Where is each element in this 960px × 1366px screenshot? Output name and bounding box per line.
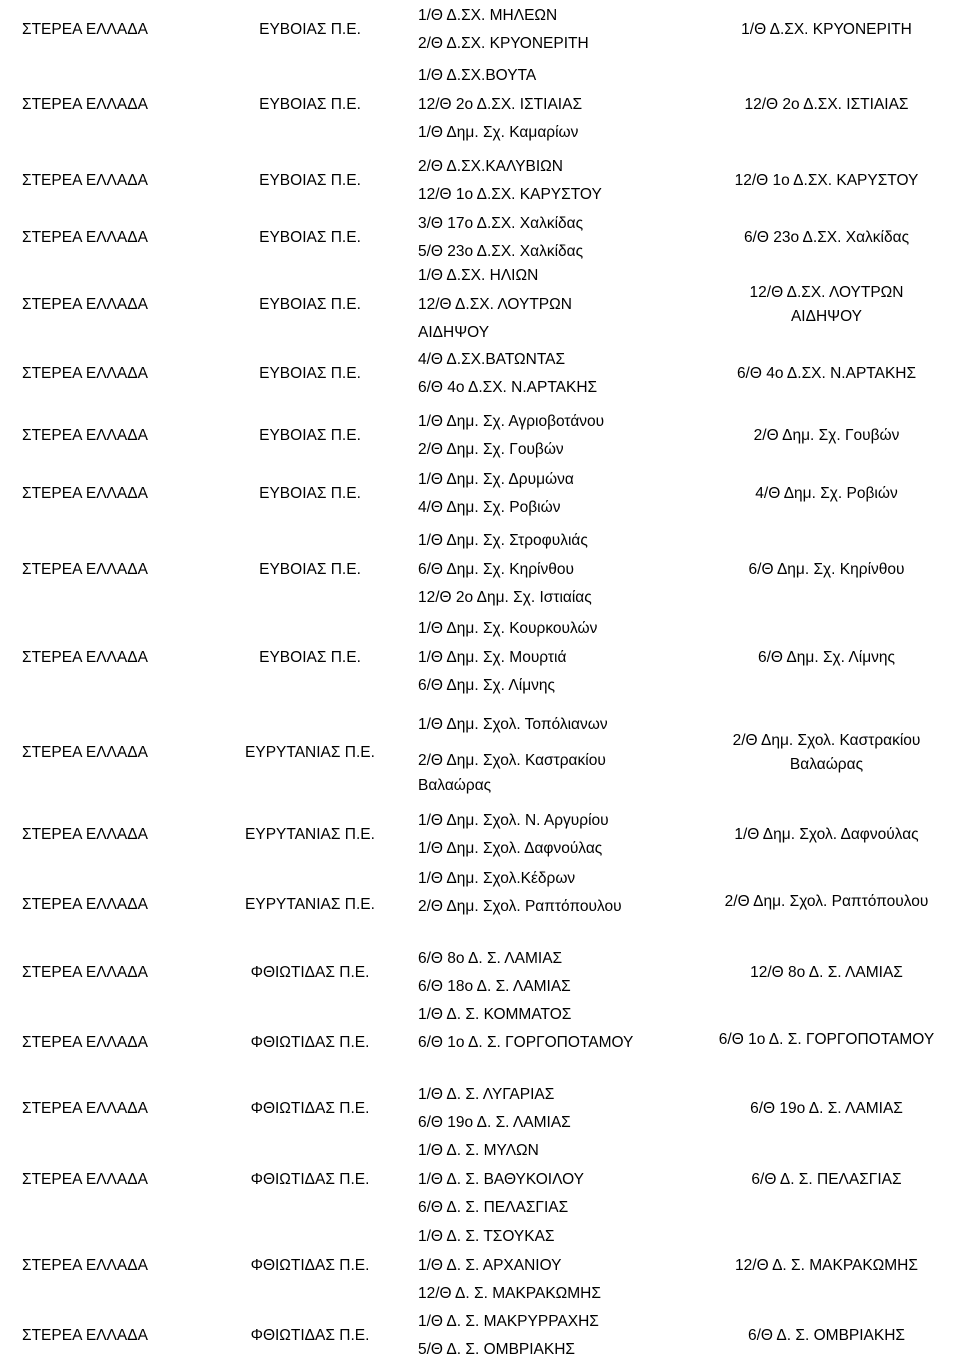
merged-school-name: 12/Θ Δ. Σ. ΜΑΚΡΑΚΩΜΗΣ: [735, 1257, 918, 1274]
region-cell: ΣΤΕΡΕΑ ΕΛΛΑΔΑ: [22, 485, 148, 502]
school-name: 6/Θ Δημ. Σχ. Λίμνης: [418, 677, 555, 695]
school-name: Βαλαώρας: [418, 776, 492, 794]
region-cell: ΣΤΕΡΕΑ ΕΛΛΑΔΑ: [22, 172, 148, 189]
table-row: [0, 0, 960, 60]
table-row: [0, 1306, 960, 1366]
schools-cell: [418, 1000, 693, 1058]
merged-school-cell: [693, 58, 960, 152]
directorate-cell: ΕΥΡΥΤΑΝΙΑΣ Π.Ε.: [245, 896, 375, 913]
merged-school-cell: [693, 151, 960, 211]
region-cell: ΣΤΕΡΕΑ ΕΛΛΑΔΑ: [22, 896, 148, 913]
table-row: [0, 944, 960, 1002]
school-name: 12/Θ 1ο Δ.ΣΧ. ΚΑΡΥΣΤΟΥ: [418, 186, 602, 203]
region-cell: ΣΤΕΡΕΑ ΕΛΛΑΔΑ: [22, 649, 148, 666]
table-row: [0, 806, 960, 864]
merged-school-name: 1/Θ Δ.ΣΧ. ΚΡΥΟΝΕΡΙΤΗ: [741, 21, 912, 38]
school-name: 2/Θ Δημ. Σχ. Γουβών: [418, 441, 564, 458]
table-row: [0, 1000, 960, 1058]
schools-cell: [418, 0, 693, 60]
table-row: [0, 465, 960, 523]
merged-school-cell: [693, 407, 960, 465]
merged-school-cell: [693, 0, 960, 60]
directorate-cell: ΕΥΒΟΙΑΣ Π.Ε.: [259, 229, 361, 246]
table-row: [0, 702, 960, 804]
merged-school-name: 2/Θ Δημ. Σχολ. Καστρακίου: [732, 732, 921, 749]
merged-school-cell: [693, 526, 960, 614]
directorate-cell: ΕΥΒΟΙΑΣ Π.Ε.: [259, 365, 361, 382]
region-cell: ΣΤΕΡΕΑ ΕΛΛΑΔΑ: [22, 1034, 148, 1051]
table-row: [0, 407, 960, 465]
school-name: 6/Θ Δημ. Σχ. Κηρίνθου: [418, 560, 574, 578]
merged-school-name: 2/Θ Δημ. Σχ. Γουβών: [753, 427, 900, 444]
merged-school-name: Βαλαώρας: [789, 756, 864, 773]
region-cell: ΣΤΕΡΕΑ ΕΛΛΑΔΑ: [22, 826, 148, 843]
merged-school-cell: [693, 864, 960, 922]
school-name: 1/Θ Δημ. Σχ. Κουρκουλών: [418, 620, 598, 638]
table-row: [0, 1222, 960, 1310]
schools-cell: [418, 345, 693, 403]
directorate-cell: ΕΥΒΟΙΑΣ Π.Ε.: [259, 485, 361, 502]
school-name: 12/Θ 2ο Δημ. Σχ. Ιστιαίας: [418, 589, 592, 607]
schools-cell: [418, 944, 693, 1002]
region-cell: ΣΤΕΡΕΑ ΕΛΛΑΔΑ: [22, 1257, 148, 1274]
school-name: 6/Θ 1ο Δ. Σ. ΓΟΡΓΟΠΟΤΑΜΟΥ: [418, 1034, 634, 1051]
region-cell: ΣΤΕΡΕΑ ΕΛΛΑΔΑ: [22, 229, 148, 246]
school-name: 1/Θ Δημ. Σχολ. Τοπόλιανων: [418, 715, 608, 733]
merged-school-name: 6/Θ Δ. Σ. ΠΕΛΑΣΓΙΑΣ: [751, 1171, 902, 1188]
schools-cell: [418, 209, 693, 267]
schools-cell: [418, 526, 693, 614]
school-name: 6/Θ 19ο Δ. Σ. ΛΑΜΙΑΣ: [418, 1114, 571, 1131]
directorate-cell: ΕΥΡΥΤΑΝΙΑΣ Π.Ε.: [245, 744, 375, 761]
school-name: 12/Θ Δ. Σ. ΜΑΚΡΑΚΩΜΗΣ: [418, 1285, 601, 1303]
merged-school-name: 12/Θ 1ο Δ.ΣΧ. ΚΑΡΥΣΤΟΥ: [734, 172, 919, 189]
schools-cell: [418, 806, 693, 864]
merged-school-name: 4/Θ Δημ. Σχ. Ροβιών: [755, 485, 898, 502]
school-name: 1/Θ Δημ. Σχ. Στροφυλιάς: [418, 532, 588, 550]
merged-school-cell: [693, 1000, 960, 1058]
merged-school-name: 12/Θ 2ο Δ.ΣΧ. ΙΣΤΙΑΙΑΣ: [744, 96, 909, 113]
school-name: 6/Θ 8ο Δ. Σ. ΛΑΜΙΑΣ: [418, 949, 563, 967]
region-cell: ΣΤΕΡΕΑ ΕΛΛΑΔΑ: [22, 1171, 148, 1188]
merged-school-cell: [693, 1306, 960, 1366]
school-name: 5/Θ Δ. Σ. ΟΜΒΡΙΑΚΗΣ: [418, 1341, 575, 1358]
directorate-cell: ΦΘΙΩΤΙΔΑΣ Π.Ε.: [250, 1171, 370, 1188]
school-name: 1/Θ Δημ. Σχ. Δρυμώνα: [418, 470, 574, 488]
school-name: 1/Θ Δημ. Σχ. Αγριοβοτάνου: [418, 412, 605, 430]
directorate-cell: ΕΥΒΟΙΑΣ Π.Ε.: [259, 96, 361, 113]
school-name: 1/Θ Δημ. Σχολ. Ν. Αργυρίου: [418, 811, 609, 829]
table-row: [0, 526, 960, 614]
school-name: 12/Θ Δ.ΣΧ. ΛΟΥΤΡΩΝ: [418, 295, 572, 313]
merged-school-cell: [693, 1080, 960, 1138]
region-cell: ΣΤΕΡΕΑ ΕΛΛΑΔΑ: [22, 561, 148, 578]
schools-cell: [418, 1222, 693, 1310]
school-name: 12/Θ 2ο Δ.ΣΧ. ΙΣΤΙΑΙΑΣ: [418, 95, 583, 113]
table-row: [0, 864, 960, 922]
school-name: 2/Θ Δημ. Σχολ. Καστρακίου: [418, 752, 606, 769]
table-row: [0, 58, 960, 152]
table-row: [0, 1080, 960, 1138]
merged-school-cell: [693, 265, 960, 345]
school-name: 1/Θ Δ. Σ. ΚΟΜΜΑΤΟΣ: [418, 1005, 572, 1023]
region-cell: ΣΤΕΡΕΑ ΕΛΛΑΔΑ: [22, 427, 148, 444]
merged-school-name: 12/Θ 8ο Δ. Σ. ΛΑΜΙΑΣ: [750, 964, 903, 981]
school-name: 1/Θ Δημ. Σχ. Μουρτιά: [418, 648, 567, 666]
region-cell: ΣΤΕΡΕΑ ΕΛΛΑΔΑ: [22, 1327, 148, 1344]
schools-cell: [418, 1080, 693, 1138]
school-name: 1/Θ Δ.ΣΧ. ΜΗΛΕΩΝ: [418, 6, 558, 24]
region-cell: ΣΤΕΡΕΑ ΕΛΛΑΔΑ: [22, 296, 148, 313]
school-name: ΑΙΔΗΨΟΥ: [418, 324, 490, 342]
schools-cell: [418, 58, 693, 152]
directorate-cell: ΦΘΙΩΤΙΔΑΣ Π.Ε.: [250, 1100, 370, 1117]
merged-school-name: 6/Θ 1ο Δ. Σ. ΓΟΡΓΟΠΟΤΑΜΟΥ: [718, 1031, 935, 1048]
merged-school-name: 6/Θ Δημ. Σχ. Κηρίνθου: [748, 561, 905, 578]
directorate-cell: ΕΥΒΟΙΑΣ Π.Ε.: [259, 561, 361, 578]
region-cell: ΣΤΕΡΕΑ ΕΛΛΑΔΑ: [22, 21, 148, 38]
school-name: 1/Θ Δ.ΣΧ. ΗΛΙΩΝ: [418, 267, 539, 285]
schools-cell: [418, 1136, 693, 1224]
merged-school-cell: [693, 702, 960, 804]
merged-school-name: 6/Θ 4ο Δ.ΣΧ. Ν.ΑΡΤΑΚΗΣ: [736, 365, 917, 382]
school-name: 6/Θ 4ο Δ.ΣΧ. Ν.ΑΡΤΑΚΗΣ: [418, 379, 598, 396]
table-row: [0, 614, 960, 702]
merged-school-name: 6/Θ Δημ. Σχ. Λίμνης: [758, 649, 895, 666]
school-name: 2/Θ Δ.ΣΧ. ΚΡΥΟΝΕΡΙΤΗ: [418, 35, 589, 52]
schools-cell: [418, 614, 693, 702]
merged-school-cell: [693, 1136, 960, 1224]
table-row: [0, 265, 960, 345]
directorate-cell: ΕΥΡΥΤΑΝΙΑΣ Π.Ε.: [245, 826, 375, 843]
schools-cell: [418, 465, 693, 523]
merged-school-name: 12/Θ Δ.ΣΧ. ΛΟΥΤΡΩΝ: [749, 284, 904, 301]
merged-school-name: 6/Θ Δ. Σ. ΟΜΒΡΙΑΚΗΣ: [748, 1327, 905, 1344]
school-name: 1/Θ Δ. Σ. ΛΥΓΑΡΙΑΣ: [418, 1085, 555, 1103]
merged-school-cell: [693, 614, 960, 702]
region-cell: ΣΤΕΡΕΑ ΕΛΛΑΔΑ: [22, 1100, 148, 1117]
school-name: 5/Θ 23ο Δ.ΣΧ. Χαλκίδας: [418, 243, 584, 260]
directorate-cell: ΕΥΒΟΙΑΣ Π.Ε.: [259, 21, 361, 38]
schools-cell: [418, 1306, 693, 1366]
merged-school-name: 2/Θ Δημ. Σχολ. Ραπτόπουλου: [724, 893, 929, 910]
directorate-cell: ΦΘΙΩΤΙΔΑΣ Π.Ε.: [250, 964, 370, 981]
table-row: [0, 1136, 960, 1224]
school-name: 1/Θ Δ. Σ. ΑΡΧΑΝΙΟΥ: [418, 1256, 562, 1274]
region-cell: ΣΤΕΡΕΑ ΕΛΛΑΔΑ: [22, 964, 148, 981]
schools-cell: [418, 265, 693, 345]
directorate-cell: ΦΘΙΩΤΙΔΑΣ Π.Ε.: [250, 1257, 370, 1274]
school-name: 1/Θ Δ. Σ. ΒΑΘΥΚΟΙΛΟΥ: [418, 1170, 584, 1188]
merged-school-cell: [693, 1222, 960, 1310]
merged-school-name: 6/Θ 23ο Δ.ΣΧ. Χαλκίδας: [743, 229, 910, 246]
merged-school-cell: [693, 806, 960, 864]
school-name: 1/Θ Δ. Σ. ΜΑΚΡΥΡΡΑΧΗΣ: [418, 1312, 599, 1330]
table-row: [0, 209, 960, 267]
merged-school-cell: [693, 465, 960, 523]
school-name: 2/Θ Δ.ΣΧ.ΚΑΛΥΒΙΩΝ: [418, 157, 563, 175]
schools-cell: [418, 151, 693, 211]
region-cell: ΣΤΕΡΕΑ ΕΛΛΑΔΑ: [22, 365, 148, 382]
school-name: 3/Θ 17ο Δ.ΣΧ. Χαλκίδας: [418, 214, 584, 232]
schools-cell: [418, 702, 693, 804]
directorate-cell: ΦΘΙΩΤΙΔΑΣ Π.Ε.: [250, 1034, 370, 1051]
directorate-cell: ΕΥΒΟΙΑΣ Π.Ε.: [259, 296, 361, 313]
region-cell: ΣΤΕΡΕΑ ΕΛΛΑΔΑ: [22, 96, 148, 113]
merged-school-cell: [693, 209, 960, 267]
directorate-cell: ΕΥΒΟΙΑΣ Π.Ε.: [259, 649, 361, 666]
school-name: 1/Θ Δ.ΣΧ.ΒΟΥΤΑ: [418, 67, 537, 85]
school-name: 1/Θ Δ. Σ. ΤΣΟΥΚΑΣ: [418, 1228, 555, 1246]
merged-school-name: ΑΙΔΗΨΟΥ: [790, 308, 863, 325]
directorate-cell: ΕΥΒΟΙΑΣ Π.Ε.: [259, 172, 361, 189]
directorate-cell: ΕΥΒΟΙΑΣ Π.Ε.: [259, 427, 361, 444]
merged-school-name: 1/Θ Δημ. Σχολ. Δαφνούλας: [734, 826, 919, 843]
school-name: 6/Θ Δ. Σ. ΠΕΛΑΣΓΙΑΣ: [418, 1199, 569, 1217]
table-row: [0, 345, 960, 403]
school-name: 1/Θ Δημ. Σχολ.Κέδρων: [418, 869, 576, 887]
school-name: 1/Θ Δ. Σ. ΜΥΛΩΝ: [418, 1142, 539, 1160]
school-name: 6/Θ 18ο Δ. Σ. ΛΑΜΙΑΣ: [418, 978, 571, 995]
table-row: [0, 151, 960, 211]
school-name: 4/Θ Δ.ΣΧ.ΒΑΤΩΝΤΑΣ: [418, 350, 566, 368]
merged-school-name: 6/Θ 19ο Δ. Σ. ΛΑΜΙΑΣ: [750, 1100, 903, 1117]
directorate-cell: ΦΘΙΩΤΙΔΑΣ Π.Ε.: [250, 1327, 370, 1344]
schools-cell: [418, 864, 693, 922]
school-name: 2/Θ Δημ. Σχολ. Ραπτόπουλου: [418, 898, 622, 915]
merged-school-cell: [693, 345, 960, 403]
school-name: 4/Θ Δημ. Σχ. Ροβιών: [418, 499, 561, 516]
school-name: 1/Θ Δημ. Σχολ. Δαφνούλας: [418, 840, 603, 857]
merged-school-cell: [693, 944, 960, 1002]
region-cell: ΣΤΕΡΕΑ ΕΛΛΑΔΑ: [22, 744, 148, 761]
schools-cell: [418, 407, 693, 465]
school-name: 1/Θ Δημ. Σχ. Καμαρίων: [418, 124, 579, 142]
